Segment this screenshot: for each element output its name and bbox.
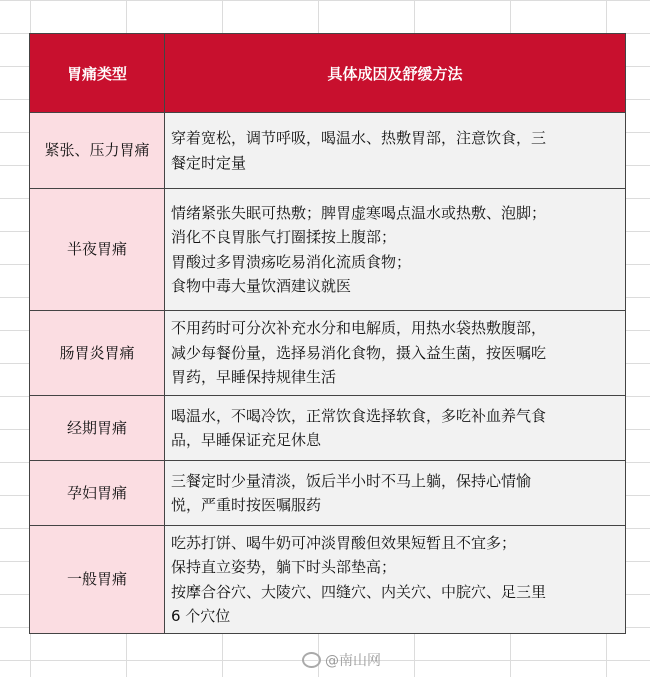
method-line: 6 个穴位	[171, 607, 231, 625]
table-row	[30, 526, 626, 634]
stomach-pain-table	[29, 33, 626, 634]
row-method-cell	[165, 526, 626, 634]
method-line: 胃酸过多胃溃疡吃易消化流质食物；	[171, 252, 412, 271]
method-line: 穿着宽松，调节呼吸，喝温水、热敷胃部，注意饮食，三	[171, 129, 547, 147]
method-line: 悦，严重时按医嘱服药	[171, 496, 322, 514]
row-type-cell: 一般胃痛	[30, 526, 165, 634]
row-method-cell	[165, 189, 626, 311]
method-line: 胃药，早睡保持规律生活	[171, 368, 337, 387]
method-line: 喝温水，不喝冷饮，正常饮食选择软食，多吃补血养气食	[171, 406, 547, 425]
table-row	[30, 113, 626, 189]
row-method-cell	[165, 311, 626, 396]
method-line: 按摩合谷穴、大陵穴、四缝穴、内关穴、中脘穴、足三里	[171, 582, 547, 601]
row-method-cell	[165, 396, 626, 461]
row-type-cell: 经期胃痛	[30, 396, 165, 461]
weibo-icon	[302, 652, 321, 668]
method-line: 不用药时可分次补充水分和电解质，用热水袋热敷腹部，	[171, 319, 547, 338]
row-method-cell	[165, 113, 626, 189]
row-type-cell: 半夜胃痛	[30, 189, 165, 311]
table-row	[30, 461, 626, 526]
method-line: 食物中毒大量饮酒建议就医	[171, 277, 352, 295]
method-line: 减少每餐份量，选择易消化食物，摄入益生菌，按医嘱吃	[171, 343, 547, 362]
row-type-cell: 孕妇胃痛	[30, 461, 165, 526]
table-row	[30, 189, 626, 311]
method-line: 保持直立姿势，躺下时头部垫高；	[171, 558, 397, 576]
row-method-cell	[165, 461, 626, 526]
table-row	[30, 396, 626, 461]
row-type-cell: 肠胃炎胃痛	[30, 311, 165, 396]
watermark-text: @南山网	[325, 653, 381, 669]
method-line: 吃苏打饼、喝牛奶可冲淡胃酸但效果短暂且不宜多；	[171, 533, 517, 552]
watermark	[302, 650, 381, 670]
table-header-row	[30, 34, 626, 113]
method-line: 消化不良胃胀气打圈揉按上腹部；	[171, 228, 397, 246]
row-type-cell: 紧张、压力胃痛	[30, 113, 165, 189]
method-line: 三餐定时少量清淡，饭后半小时不马上躺，保持心情愉	[171, 471, 532, 490]
header-type: 胃痛类型	[30, 34, 165, 113]
table-row	[30, 311, 626, 396]
header-method: 具体成因及舒缓方法	[165, 34, 626, 113]
method-line: 品，早睡保证充足休息	[171, 431, 322, 449]
method-line: 餐定时定量	[171, 153, 247, 172]
method-line: 情绪紧张失眠可热敷；脾胃虚寒喝点温水或热敷、泡脚；	[171, 203, 547, 222]
